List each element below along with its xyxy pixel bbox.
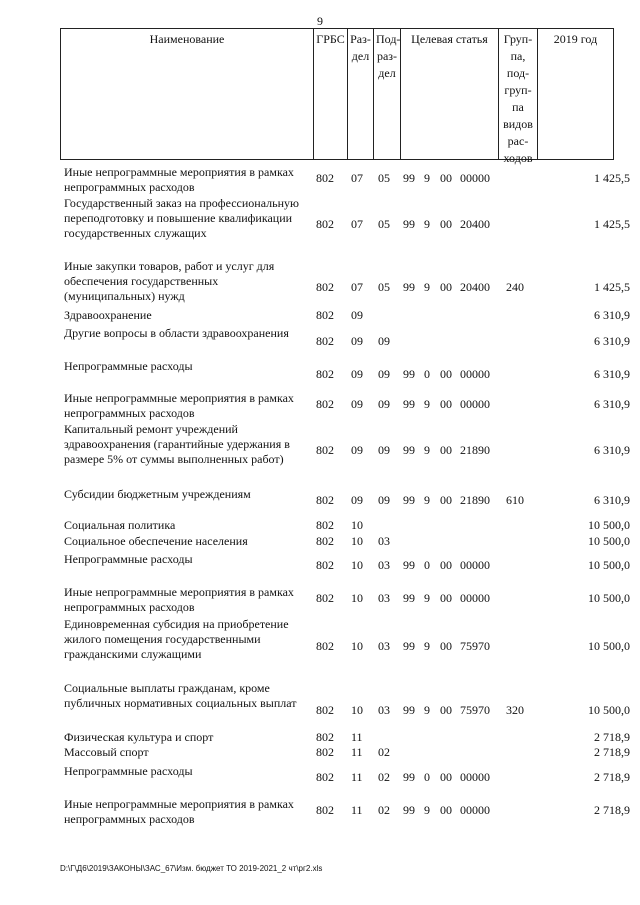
row-name: Социальное обеспечение населения	[64, 534, 248, 548]
row-amount: 10 500,0	[588, 558, 630, 572]
row-target-program: 99	[403, 493, 415, 507]
row-name: Непрограммные расходы	[64, 359, 193, 373]
row-grbs: 802	[316, 443, 334, 457]
row-amount: 2 718,9	[594, 770, 630, 784]
row-razdel: 07	[351, 280, 363, 294]
row-grbs: 802	[316, 591, 334, 605]
row-target-code: 00000	[460, 803, 490, 817]
row-target-code: 21890	[460, 443, 490, 457]
header-razdel: Раз-дел	[347, 28, 374, 160]
row-target-direction: 00	[440, 217, 452, 231]
file-path-footer: D:\Г\Д6\2019\ЗАКОНЫ\ЗАС_67\Изм. бюджет ТО 2019-2021_2 чт\рг2.xls	[60, 864, 323, 873]
row-target-program: 99	[403, 280, 415, 294]
row-grbs: 802	[316, 308, 334, 322]
row-podrazdel: 03	[378, 558, 390, 572]
row-name: Капитальный ремонт учреждений здравоохранения (гарантийные удержания в размере 5% от суммы выполненных работ)	[64, 422, 290, 466]
header-podrazdel: Под-раз-дел	[373, 28, 401, 160]
row-target-subprogram: 9	[424, 493, 430, 507]
row-grbs: 802	[316, 803, 334, 817]
row-name: Здравоохранение	[64, 308, 152, 322]
row-razdel: 10	[351, 518, 363, 532]
row-name: Другие вопросы в области здравоохранения	[64, 326, 289, 340]
header-year: 2019 год	[537, 28, 614, 160]
row-name: Единовременная субсидия на приобретение жилого помещения государственными гражданскими служащими	[64, 617, 289, 661]
row-podrazdel: 05	[378, 171, 390, 185]
row-name: Социальные выплаты гражданам, кроме публичных нормативных социальных выплат	[64, 681, 297, 710]
row-target-direction: 00	[440, 397, 452, 411]
row-grbs: 802	[316, 367, 334, 381]
row-grbs: 802	[316, 558, 334, 572]
header-grbs: ГРБС	[313, 28, 348, 160]
row-razdel: 07	[351, 171, 363, 185]
row-name: Государственный заказ на профессиональную переподготовку и повышение квалификации государственных служащих	[64, 196, 299, 240]
row-amount: 6 310,9	[594, 367, 630, 381]
row-podrazdel: 09	[378, 334, 390, 348]
row-target-subprogram: 9	[424, 397, 430, 411]
row-podrazdel: 05	[378, 217, 390, 231]
row-target-code: 20400	[460, 280, 490, 294]
row-amount: 6 310,9	[594, 443, 630, 457]
row-target-subprogram: 0	[424, 367, 430, 381]
row-name: Иные непрограммные мероприятия в рамках непрограммных расходов	[64, 165, 294, 194]
row-razdel: 09	[351, 334, 363, 348]
row-target-subprogram: 9	[424, 803, 430, 817]
row-target-direction: 00	[440, 703, 452, 717]
row-target-code: 00000	[460, 591, 490, 605]
row-target-direction: 00	[440, 803, 452, 817]
page-number: 9	[317, 14, 323, 28]
row-target-program: 99	[403, 443, 415, 457]
row-podrazdel: 09	[378, 443, 390, 457]
row-target-code: 00000	[460, 367, 490, 381]
row-target-code: 75970	[460, 639, 490, 653]
row-grbs: 802	[316, 639, 334, 653]
row-amount: 10 500,0	[588, 534, 630, 548]
row-target-subprogram: 9	[424, 591, 430, 605]
row-target-code: 75970	[460, 703, 490, 717]
row-amount: 2 718,9	[594, 745, 630, 759]
row-podrazdel: 03	[378, 534, 390, 548]
row-name: Массовый спорт	[64, 745, 149, 759]
row-grbs: 802	[316, 280, 334, 294]
row-target-program: 99	[403, 397, 415, 411]
row-grbs: 802	[316, 493, 334, 507]
row-target-direction: 00	[440, 280, 452, 294]
row-razdel: 09	[351, 493, 363, 507]
row-target-direction: 00	[440, 558, 452, 572]
row-target-code: 20400	[460, 217, 490, 231]
row-target-subprogram: 9	[424, 171, 430, 185]
row-target-program: 99	[403, 591, 415, 605]
row-target-code: 00000	[460, 770, 490, 784]
row-target-code: 21890	[460, 493, 490, 507]
row-amount: 6 310,9	[594, 493, 630, 507]
header-target-article: Целевая статья	[400, 28, 499, 160]
row-target-program: 99	[403, 639, 415, 653]
row-amount: 2 718,9	[594, 730, 630, 744]
row-name: Иные непрограммные мероприятия в рамках непрограммных расходов	[64, 797, 294, 826]
row-name: Иные непрограммные мероприятия в рамках непрограммных расходов	[64, 391, 294, 420]
row-razdel: 10	[351, 534, 363, 548]
row-name: Социальная политика	[64, 518, 176, 532]
row-grbs: 802	[316, 534, 334, 548]
row-amount: 6 310,9	[594, 397, 630, 411]
row-podrazdel: 05	[378, 280, 390, 294]
row-target-code: 00000	[460, 171, 490, 185]
row-podrazdel: 03	[378, 703, 390, 717]
row-target-subprogram: 9	[424, 217, 430, 231]
row-name: Иные закупки товаров, работ и услуг для обеспечения государственных (муниципальных) нужд	[64, 259, 275, 303]
row-razdel: 10	[351, 639, 363, 653]
row-target-direction: 00	[440, 770, 452, 784]
row-grbs: 802	[316, 745, 334, 759]
row-amount: 6 310,9	[594, 334, 630, 348]
row-expense-group: 610	[506, 493, 524, 507]
row-razdel: 09	[351, 367, 363, 381]
row-razdel: 09	[351, 308, 363, 322]
row-grbs: 802	[316, 397, 334, 411]
row-razdel: 10	[351, 703, 363, 717]
row-amount: 1 425,5	[594, 280, 630, 294]
row-target-subprogram: 9	[424, 280, 430, 294]
row-amount: 10 500,0	[588, 639, 630, 653]
row-grbs: 802	[316, 334, 334, 348]
header-expense-group: Груп-па, под-груп-па видов рас-ходов	[498, 28, 538, 160]
row-razdel: 11	[351, 803, 363, 817]
row-grbs: 802	[316, 730, 334, 744]
row-target-direction: 00	[440, 171, 452, 185]
row-target-direction: 00	[440, 443, 452, 457]
row-podrazdel: 09	[378, 367, 390, 381]
row-razdel: 09	[351, 397, 363, 411]
row-amount: 1 425,5	[594, 217, 630, 231]
row-razdel: 11	[351, 745, 363, 759]
row-amount: 2 718,9	[594, 803, 630, 817]
row-amount: 1 425,5	[594, 171, 630, 185]
row-razdel: 11	[351, 730, 363, 744]
row-target-subprogram: 0	[424, 558, 430, 572]
row-target-subprogram: 9	[424, 443, 430, 457]
row-razdel: 11	[351, 770, 363, 784]
row-target-program: 99	[403, 171, 415, 185]
row-target-code: 00000	[460, 558, 490, 572]
row-podrazdel: 09	[378, 397, 390, 411]
row-razdel: 10	[351, 558, 363, 572]
header-name: Наименование	[60, 28, 314, 160]
row-podrazdel: 02	[378, 745, 390, 759]
row-grbs: 802	[316, 770, 334, 784]
row-target-program: 99	[403, 803, 415, 817]
row-podrazdel: 02	[378, 770, 390, 784]
row-amount: 10 500,0	[588, 703, 630, 717]
row-podrazdel: 02	[378, 803, 390, 817]
row-amount: 10 500,0	[588, 518, 630, 532]
row-podrazdel: 03	[378, 591, 390, 605]
row-target-direction: 00	[440, 367, 452, 381]
row-target-direction: 00	[440, 639, 452, 653]
row-razdel: 10	[351, 591, 363, 605]
row-name: Физическая культура и спорт	[64, 730, 214, 744]
row-name: Иные непрограммные мероприятия в рамках непрограммных расходов	[64, 585, 294, 614]
row-target-subprogram: 9	[424, 703, 430, 717]
row-target-program: 99	[403, 217, 415, 231]
row-grbs: 802	[316, 171, 334, 185]
row-podrazdel: 09	[378, 493, 390, 507]
row-name: Субсидии бюджетным учреждениям	[64, 487, 251, 501]
row-target-program: 99	[403, 770, 415, 784]
row-target-program: 99	[403, 558, 415, 572]
row-target-program: 99	[403, 703, 415, 717]
row-expense-group: 240	[506, 280, 524, 294]
row-grbs: 802	[316, 518, 334, 532]
row-name: Непрограммные расходы	[64, 552, 193, 566]
row-target-code: 00000	[460, 397, 490, 411]
row-amount: 6 310,9	[594, 308, 630, 322]
row-target-subprogram: 9	[424, 639, 430, 653]
row-grbs: 802	[316, 217, 334, 231]
row-razdel: 09	[351, 443, 363, 457]
row-podrazdel: 03	[378, 639, 390, 653]
row-razdel: 07	[351, 217, 363, 231]
row-grbs: 802	[316, 703, 334, 717]
row-target-program: 99	[403, 367, 415, 381]
row-amount: 10 500,0	[588, 591, 630, 605]
row-name: Непрограммные расходы	[64, 764, 193, 778]
row-expense-group: 320	[506, 703, 524, 717]
row-target-direction: 00	[440, 493, 452, 507]
row-target-direction: 00	[440, 591, 452, 605]
row-target-subprogram: 0	[424, 770, 430, 784]
